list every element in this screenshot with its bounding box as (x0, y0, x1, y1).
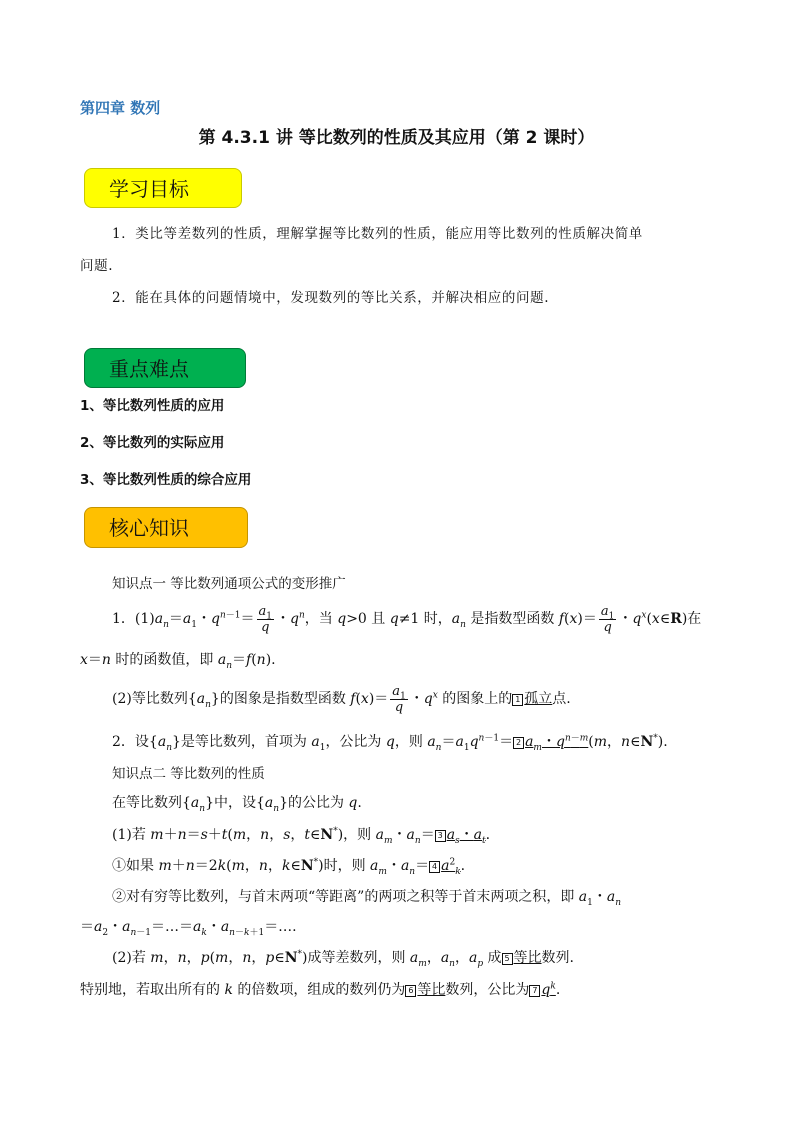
focus-badge: 重点难点 (84, 348, 246, 388)
goal-line-1: 1．类比等差数列的性质，理解掌握等比数列的性质，能应用等比数列的性质解决简单 (112, 226, 643, 242)
property-1a: ①如果 m＋n＝2k(m，n，k∈N*)时，则 $a_m$・$a_n= 4$ $a^2_k$. (112, 857, 466, 877)
property-2: (2)若 m，n，p(m，n，p∈N*)成等差数列，则 $a_m$，$a_n$，$a_p$ 成 5 等比数列. (112, 949, 574, 969)
goal-line-2: 问题. (80, 258, 114, 274)
goal-line-3: 2．能在具体的问题情境中，发现数列的等比关系，并解决相应的问题. (112, 290, 550, 306)
chapter-heading: 第四章 数列 (80, 99, 161, 117)
formula-line-1b: x＝n 时的函数值，即 $a_n=f(n)$. (80, 652, 276, 671)
property-1b-cont: $=a_2$・$a_{n-1}=\dots=a_k$・$a_{n-k+1}=\dots$. (80, 919, 297, 938)
blank-1: 孤立 (524, 691, 553, 707)
blank-5: 等比 (513, 950, 542, 966)
intro-line: 在等比数列$\{a_n\}$中，设$\{a_n\}$的公比为 q. (112, 795, 362, 814)
focus-item-3: 3、等比数列性质的综合应用 (80, 472, 252, 488)
property-1b: ②对有穷等比数列，与首末两项“等距离”的两项之积等于首末两项之积，即 $a_1$・$a_n$ (112, 889, 622, 908)
focus-item-1: 1、等比数列性质的应用 (80, 398, 225, 414)
property-special: 特别地，若取出所有的 k 的倍数项，组成的数列仍为 6 等比数列，公比为 7 $q^k$. (80, 981, 561, 998)
property-1: (1)若 m＋n＝s＋t(m，n，s，t∈N*)，则 $a_m$・$a_n= 3$ $a_s$・$a_t$. (112, 826, 491, 846)
point1-title: 知识点一 等比数列通项公式的变形推广 (112, 576, 346, 592)
blank-6: 等比 (417, 982, 446, 998)
formula-line-1: 1．$(1)a_n=a_1$・$q^{n-1}=$ $\frac{a_1}{q}$ ・$q^n$，当 q>0 且 q≠1 时，$a_n$ 是指数型函数 f(x)＝ $\frac{a_1}{q}$ ・$q^x(x\in R)$在 (112, 603, 702, 635)
goals-badge: 学习目标 (84, 168, 242, 208)
formula-line-3: 2．设$\{a_n\}$是等比数列，首项为 $a_1$，公比为 q，则 $a_n=a_1q^{n-1}= 2$ $a_m$・$q^{n-m}(m$，n∈N*). (112, 733, 668, 753)
focus-item-2: 2、等比数列的实际应用 (80, 435, 225, 451)
core-badge: 核心知识 (84, 507, 248, 548)
point2-title: 知识点二 等比数列的性质 (112, 766, 265, 782)
formula-line-2: (2)等比数列$\{a_n\}$的图象是指数型函数 f(x)＝ $\frac{a_1}{q}$ ・$q^x$ 的图象上的 1 孤立点. (112, 683, 571, 715)
lesson-title: 第 4.3.1 讲 等比数列的性质及其应用（第 2 课时） (198, 128, 595, 148)
